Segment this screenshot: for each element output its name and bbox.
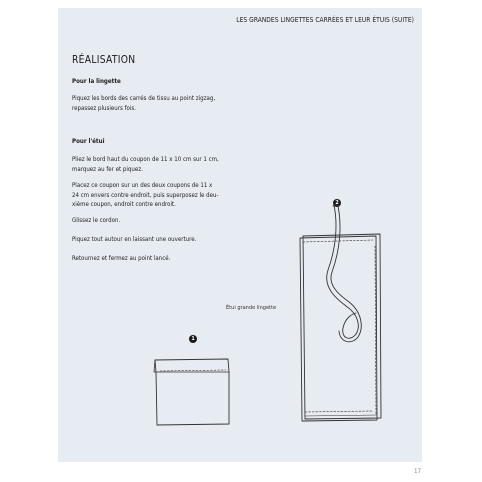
heading-lingette: Pour la lingette — [72, 78, 121, 85]
small-coupon-illustration — [154, 359, 229, 425]
page-number: 17 — [414, 468, 422, 475]
heading-etui: Pour l'étui — [72, 138, 105, 145]
step-1-text: Pliez le bord haut du coupon de 11 x 10 cm sur 1 cm, marquez au fer et piquez. — [72, 156, 219, 173]
running-header: LES GRANDES LINGETTES CARRÉES ET LEUR ÉTUIS (SUITE) — [236, 16, 414, 24]
step-5-text: Retournez et fermez au point lancé. — [72, 255, 171, 262]
step-marker-2: 2 — [333, 199, 341, 207]
step-3-text: Glissez le cordon. — [72, 217, 121, 224]
page-title: RÉALISATION — [72, 55, 136, 66]
text-lingette: Piquez les bords des carrés de tissu au point zigzag, repassez plusieurs fois. — [72, 95, 216, 112]
illustration-caption: Étui grande lingette — [226, 305, 277, 311]
step-marker-1: 1 — [189, 335, 197, 343]
step-4-text: Piquez tout autour en laissant une ouverture. — [72, 236, 197, 243]
large-etui-illustration — [300, 205, 381, 421]
step-2-text: Placez ce coupon sur un des deux coupons de 11 x 24 cm envers contre endroit, puis superposez le deu- xième coupon, endroit contre endroit. — [72, 182, 219, 209]
